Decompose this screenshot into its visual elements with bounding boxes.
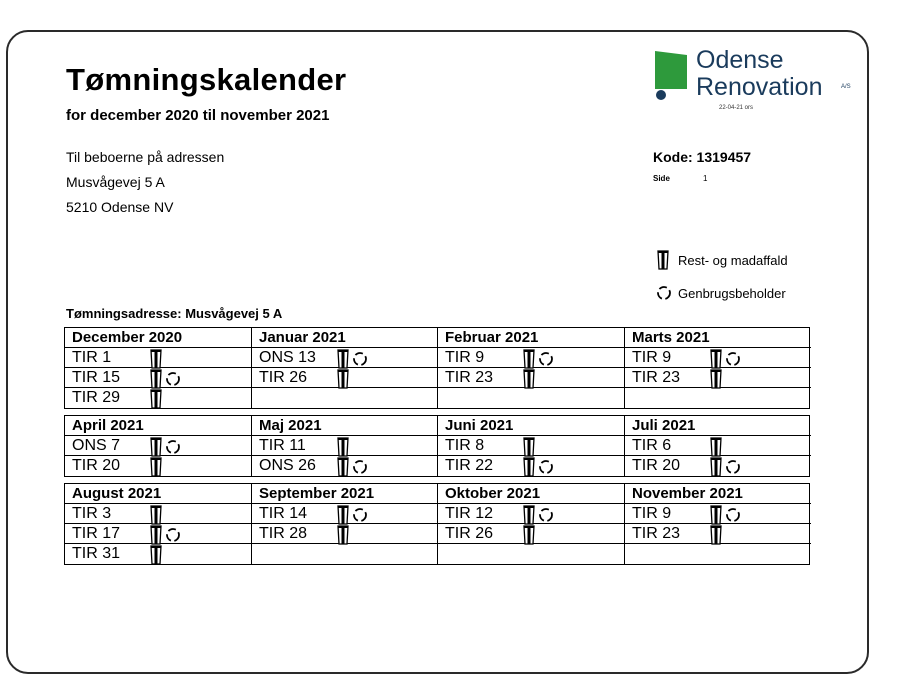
day-cell [65, 436, 252, 456]
pickup-icons [336, 349, 368, 369]
address-line-3: 5210 Odense NV [66, 199, 174, 215]
kode-label: Kode: 1319457 [653, 149, 752, 165]
calendar-block [64, 415, 810, 477]
day-label: TIR 29 [72, 389, 121, 406]
recycle-icon [538, 507, 554, 523]
recycle-icon [725, 507, 741, 523]
day-cell [252, 436, 438, 456]
pickup-icons [522, 457, 554, 477]
day-cell [625, 436, 811, 456]
trash-bin-icon [522, 457, 536, 477]
pickup-icons [149, 545, 163, 565]
recycle-icon [725, 459, 741, 475]
month-name: Februar 2021 [445, 329, 539, 346]
day-cell [65, 348, 252, 368]
pickup-icons [522, 369, 536, 389]
day-label: TIR 20 [632, 457, 681, 474]
day-label: TIR 23 [632, 369, 681, 386]
trash-bin-icon [149, 505, 163, 525]
recycle-icon [538, 459, 554, 475]
logo-date-code: 22-04-21 ors [719, 105, 754, 111]
day-cell [65, 368, 252, 388]
pickup-icons [709, 349, 741, 369]
legend-rest [656, 250, 788, 270]
day-cell [625, 524, 811, 544]
day-label: TIR 23 [445, 369, 494, 386]
day-cell [438, 368, 625, 388]
month-name: Marts 2021 [632, 329, 710, 346]
day-cell [252, 544, 438, 564]
day-cell [65, 544, 252, 564]
day-cell [625, 388, 811, 408]
month-name: November 2021 [632, 485, 743, 502]
pickup-icons [149, 505, 163, 525]
trash-bin-icon [709, 457, 723, 477]
day-cell [625, 348, 811, 368]
trash-bin-icon [709, 349, 723, 369]
month-header [625, 328, 811, 348]
trash-bin-icon [149, 349, 163, 369]
month-name: Oktober 2021 [445, 485, 541, 502]
day-label: TIR 23 [632, 525, 681, 542]
day-label: TIR 8 [445, 437, 485, 454]
trash-bin-icon [149, 545, 163, 565]
month-name: April 2021 [72, 417, 144, 434]
month-name: September 2021 [259, 485, 375, 502]
pickup-icons [709, 525, 723, 545]
trash-bin-icon [522, 349, 536, 369]
logo-text-as: A/S [841, 84, 851, 90]
day-cell [252, 524, 438, 544]
pickup-icons [336, 525, 350, 545]
pickup-icons [522, 349, 554, 369]
day-cell [65, 388, 252, 408]
day-cell [252, 368, 438, 388]
trash-bin-icon [149, 525, 163, 545]
recycle-icon [352, 507, 368, 523]
recycle-icon [165, 439, 181, 455]
pickup-icons [709, 505, 741, 525]
month-header [625, 416, 811, 436]
month-header [252, 416, 438, 436]
day-label: TIR 12 [445, 505, 494, 522]
day-label: TIR 31 [72, 545, 121, 562]
recycle-icon [656, 285, 678, 301]
trash-bin-icon [709, 505, 723, 525]
day-label: TIR 17 [72, 525, 121, 542]
day-cell [625, 544, 811, 564]
day-cell [65, 456, 252, 476]
recycle-icon [165, 527, 181, 543]
calendar-block [64, 327, 810, 409]
month-header [438, 484, 625, 504]
day-cell [625, 504, 811, 524]
logo-text-renovation: Renovation [696, 73, 823, 101]
day-label: TIR 26 [445, 525, 494, 542]
recycle-icon [352, 459, 368, 475]
day-label: TIR 9 [445, 349, 485, 366]
day-label: TIR 9 [632, 349, 672, 366]
trash-bin-icon [149, 457, 163, 477]
trash-bin-icon [336, 457, 350, 477]
day-label: TIR 9 [632, 505, 672, 522]
trash-bin-icon [336, 437, 350, 457]
day-cell [252, 456, 438, 476]
trash-bin-icon [522, 505, 536, 525]
recycle-icon [725, 351, 741, 367]
day-label: TIR 28 [259, 525, 308, 542]
month-name: Maj 2021 [259, 417, 322, 434]
day-cell [438, 348, 625, 368]
month-name: Juni 2021 [445, 417, 514, 434]
pickup-icons [709, 457, 741, 477]
month-header [65, 484, 252, 504]
month-name: Juli 2021 [632, 417, 696, 434]
odense-renovation-logo-icon [651, 49, 691, 101]
trash-bin-icon [709, 437, 723, 457]
trash-bin-icon [149, 437, 163, 457]
legend-genbrug [656, 285, 786, 301]
trash-bin-icon [522, 437, 536, 457]
day-cell [438, 436, 625, 456]
pickup-icons [149, 369, 181, 389]
side-label: Side [653, 174, 670, 183]
recycle-icon [165, 371, 181, 387]
recycle-icon [538, 351, 554, 367]
day-label: ONS 13 [259, 349, 316, 366]
address-line-2: Musvågevej 5 A [66, 174, 165, 190]
pickup-icons [336, 457, 368, 477]
day-cell [438, 388, 625, 408]
day-cell [65, 524, 252, 544]
trash-bin-icon [336, 349, 350, 369]
day-label: TIR 26 [259, 369, 308, 386]
month-header [252, 484, 438, 504]
pickup-icons [149, 457, 163, 477]
pickup-icons [336, 505, 368, 525]
month-name: Januar 2021 [259, 329, 346, 346]
day-cell [252, 388, 438, 408]
day-label: ONS 7 [72, 437, 121, 454]
day-cell [65, 504, 252, 524]
trash-bin-icon [336, 525, 350, 545]
recycle-icon [352, 351, 368, 367]
pickup-icons [149, 437, 181, 457]
day-cell [252, 504, 438, 524]
pickup-icons [522, 525, 536, 545]
pickup-icons [149, 389, 163, 409]
day-cell [438, 456, 625, 476]
trash-bin-icon [336, 505, 350, 525]
legend-genbrug-label: Genbrugsbeholder [678, 285, 786, 301]
month-name: August 2021 [72, 485, 162, 502]
day-label: TIR 3 [72, 505, 112, 522]
pickup-icons [336, 369, 350, 389]
day-label: TIR 11 [259, 437, 306, 454]
trash-bin-icon [336, 369, 350, 389]
pickup-icons [709, 437, 723, 457]
pickup-icons [709, 369, 723, 389]
side-value: 1 [703, 174, 708, 183]
pickup-icons [522, 437, 536, 457]
pickup-icons [522, 505, 554, 525]
day-label: TIR 6 [632, 437, 672, 454]
day-label: TIR 22 [445, 457, 494, 474]
day-cell [438, 544, 625, 564]
pickup-icons [336, 437, 350, 457]
month-header [65, 416, 252, 436]
trash-bin-icon [149, 389, 163, 409]
day-cell [438, 524, 625, 544]
legend-rest-label: Rest- og madaffald [678, 252, 788, 268]
trash-bin-icon [709, 525, 723, 545]
month-header [252, 328, 438, 348]
day-label: TIR 20 [72, 457, 121, 474]
day-label: TIR 15 [72, 369, 121, 386]
day-label: TIR 14 [259, 505, 308, 522]
pickup-icons [149, 525, 181, 545]
pickup-icons [149, 349, 163, 369]
page-subtitle: for december 2020 til november 2021 [66, 107, 330, 124]
address-line-1: Til beboerne på adressen [66, 149, 225, 165]
trash-bin-icon [656, 250, 678, 270]
day-cell [625, 456, 811, 476]
trash-bin-icon [522, 369, 536, 389]
month-header [438, 328, 625, 348]
trash-bin-icon [709, 369, 723, 389]
page-title: Tømningskalender [66, 62, 347, 97]
day-cell [625, 368, 811, 388]
month-header [438, 416, 625, 436]
calendar-grid [64, 327, 810, 571]
trash-bin-icon [149, 369, 163, 389]
trash-bin-icon [522, 525, 536, 545]
month-name: December 2020 [72, 329, 183, 346]
logo-text-odense: Odense [696, 46, 784, 74]
month-header [625, 484, 811, 504]
month-header [65, 328, 252, 348]
day-label: ONS 26 [259, 457, 316, 474]
tomning-address: Tømningsadresse: Musvågevej 5 A [66, 306, 283, 321]
day-cell [252, 348, 438, 368]
day-label: TIR 1 [72, 349, 112, 366]
calendar-block [64, 483, 810, 565]
day-cell [438, 504, 625, 524]
